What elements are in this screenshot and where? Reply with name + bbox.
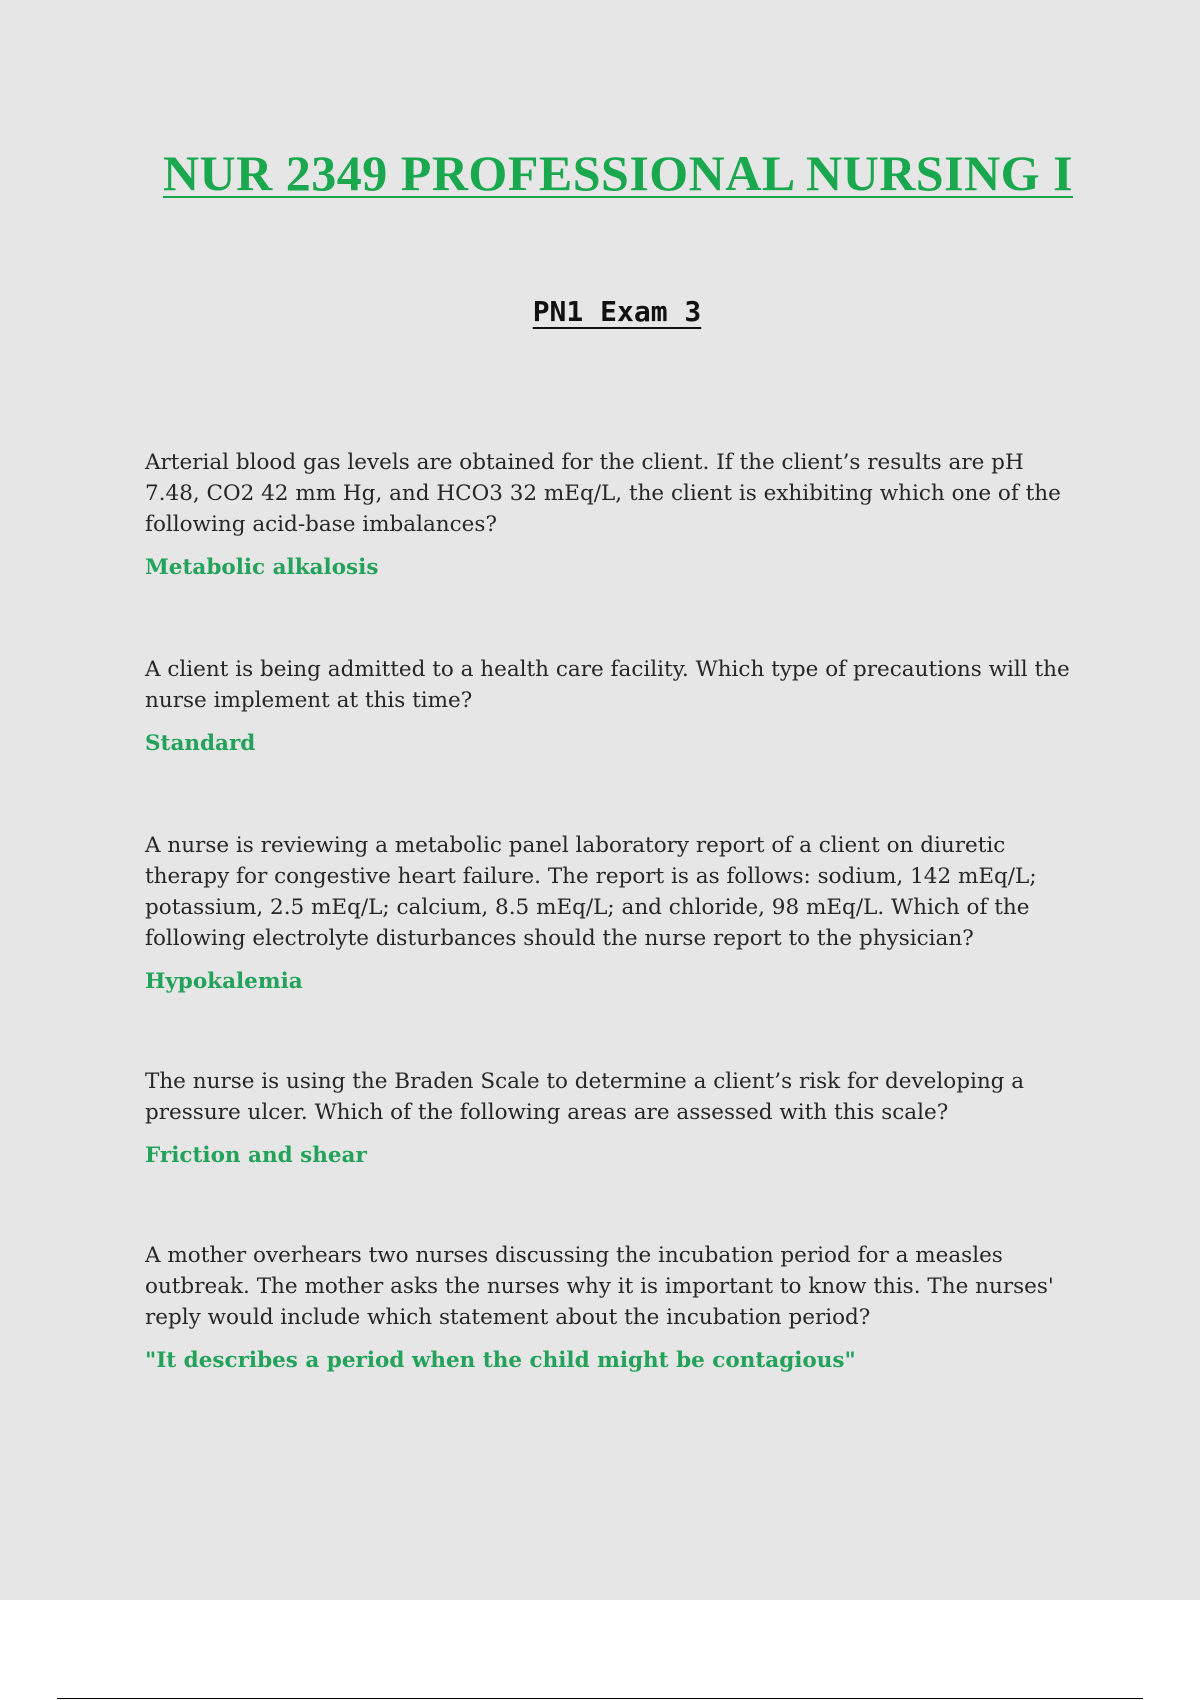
answer-text: "It describes a period when the child might be contagious" [145, 1348, 856, 1373]
qa-item-1 [145, 447, 1085, 582]
qa-item-5 [145, 1240, 1085, 1375]
answer-text: Hypokalemia [145, 969, 303, 994]
question-text: Arterial blood gas levels are obtained for the client. If the client’s results are pH 7.48, CO2 42 mm Hg, and HCO3 32 mEq/L, the client is exhibiting which one of the following acid-base imbalances? [145, 450, 1061, 537]
question-text: The nurse is using the Braden Scale to determine a client’s risk for developing a pressure ulcer. Which of the following areas are assessed with this scale? [145, 1069, 1025, 1125]
exam-subtitle: PN1 Exam 3 [532, 295, 702, 328]
answer-text: Metabolic alkalosis [145, 555, 379, 580]
bottom-divider [57, 1698, 1143, 1699]
question-text: A nurse is reviewing a metabolic panel laboratory report of a client on diuretic therapy for congestive heart failure. The report is as follows: sodium, 142 mEq/L; potassium, 2.5 mEq/L; calcium, 8.5 mEq/L; and chloride, 98 mEq/L. Which of the following electrolyte disturbances should the nurse report to the physician? [145, 833, 1037, 951]
document-title: NUR 2349 PROFESSIONAL NURSING I [162, 145, 1074, 201]
qa-item-3 [145, 830, 1085, 996]
question-text: A mother overhears two nurses discussing the incubation period for a measles outbreak. The mother asks the nurses why it is important to know this. The nurses' reply would include which statement about the incubation period? [145, 1243, 1054, 1330]
question-text: A client is being admitted to a health care facility. Which type of precautions will the nurse implement at this time? [145, 657, 1070, 713]
qa-item-4 [145, 1066, 1085, 1170]
answer-text: Friction and shear [145, 1143, 367, 1168]
answer-text: Standard [145, 731, 256, 756]
qa-item-2 [145, 654, 1085, 758]
